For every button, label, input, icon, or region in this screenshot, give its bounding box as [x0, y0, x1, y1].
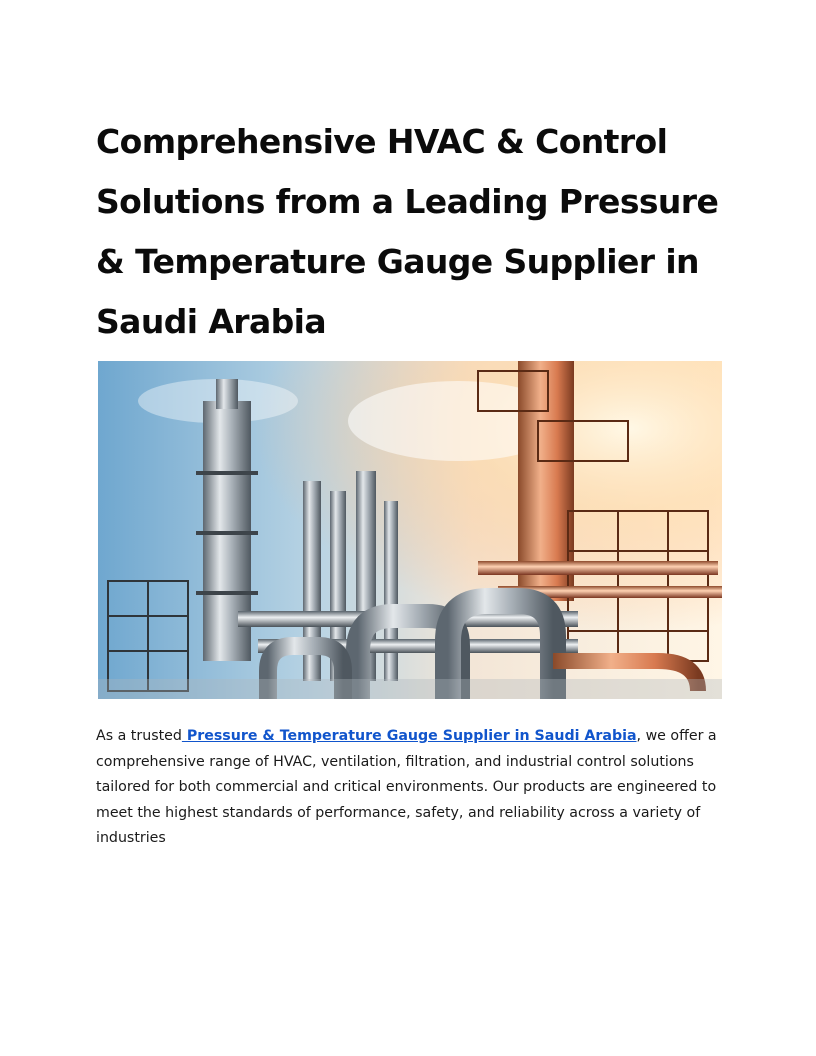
intro-text-before: As a trusted — [96, 728, 182, 744]
supplier-link[interactable]: Pressure & Temperature Gauge Supplier in Saudi Arabia — [181, 728, 637, 744]
intro-paragraph — [96, 724, 722, 852]
hero-image-refinery — [98, 361, 722, 699]
intro-text-after: , we offer a comprehensive range of HVAC, ventilation, filtration, and industrial control solutions tailored for both commercial and critical environments. Our products are engineered to meet the highest standards of performance, safety, and reliability across a variety of industries — [96, 728, 717, 846]
article — [96, 112, 722, 352]
article-title: Comprehensive HVAC & Control Solutions from a Leading Pressure & Temperature Gauge Supplier in Saudi Arabia — [96, 122, 719, 341]
